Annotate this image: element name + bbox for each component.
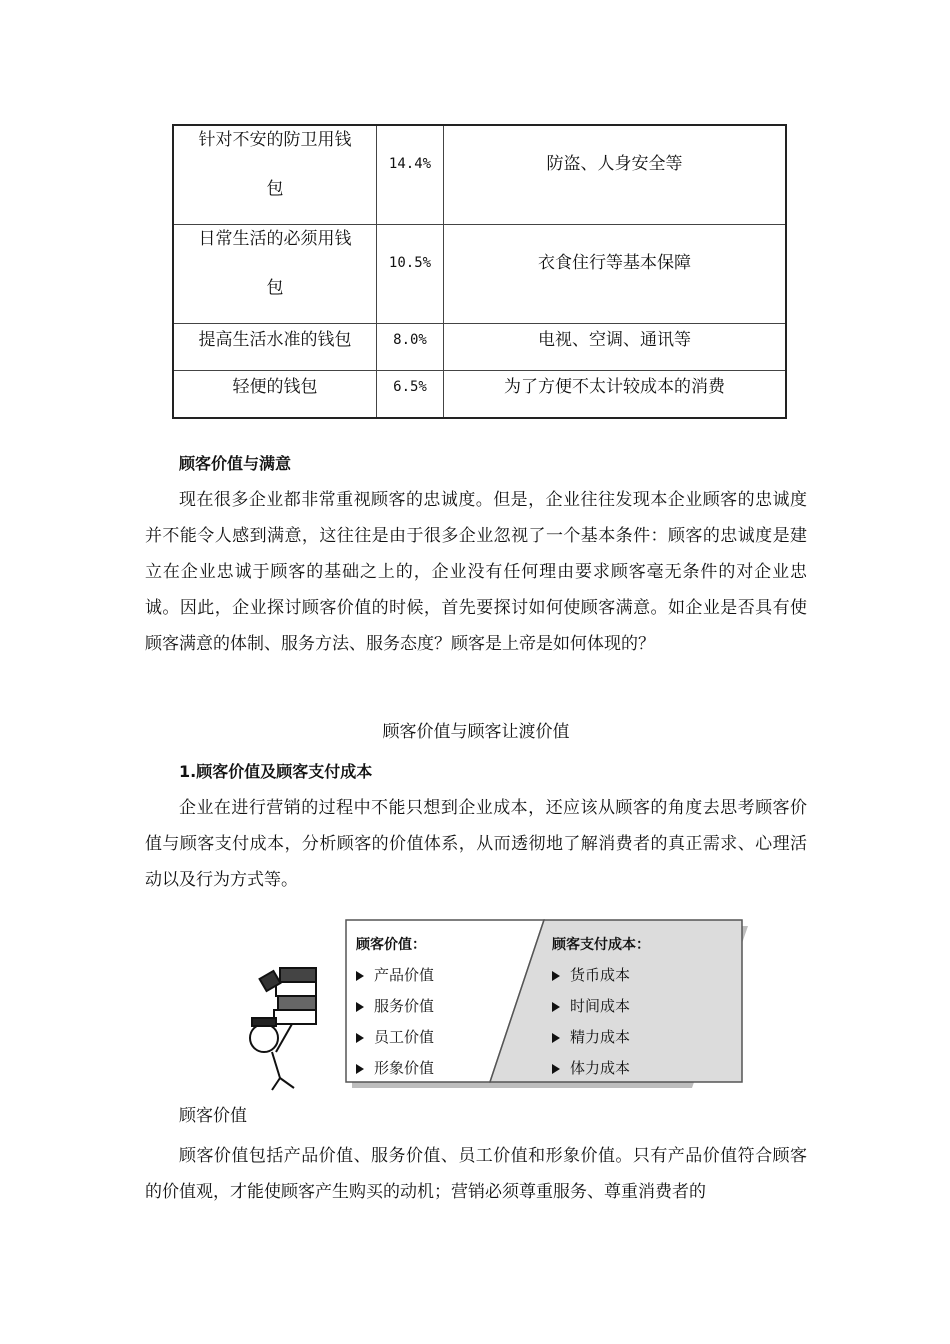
table-cell-name: 提高生活水准的钱包 [173, 324, 377, 371]
arrow-icon [552, 971, 560, 981]
figure-left-title: 顾客价值： [356, 937, 426, 953]
arrow-icon [356, 1033, 364, 1043]
figure-left-item: 产品价值 [356, 964, 434, 985]
paragraph: 现在很多企业都非常重视顾客的忠诚度。但是，企业往往发现本企业顾客的忠诚度并不能令人感到满意，这往往是由于很多企业忽视了一个基本条件：顾客的忠诚度是建立在企业忠诚于顾客的基础之上的，企业没有任何理由要求顾客毫无条件的对企业忠诚。因此，企业探讨顾客价值的时候，首先要探讨如何使顾客满意。如企业是否具有使顾客满意的体制、服务方法、服务态度？顾客是上帝是如何体现的？ [145, 490, 807, 654]
arrow-icon [356, 971, 364, 981]
paragraph: 企业在进行营销的过程中不能只想到企业成本，还应该从顾客的角度去思考顾客价值与顾客支付成本，分析顾客的价值体系，从而透彻地了解消费者的真正需求、心理活动以及行为方式等。 [145, 798, 807, 890]
table-cell-name: 轻便的钱包 [173, 371, 377, 419]
table-cell-desc: 为了方便不太计较成本的消费 [444, 371, 787, 419]
table-cell-percent: 10.5% [377, 225, 444, 324]
table-cell-desc: 衣食住行等基本保障 [444, 225, 787, 324]
section-heading: 顾客价值与满意 [179, 454, 292, 473]
table-row [173, 324, 786, 371]
customer-value-figure [232, 918, 752, 1093]
arrow-icon [552, 1002, 560, 1012]
figure-right-item: 时间成本 [552, 995, 630, 1016]
sub-heading: 1.顾客价值及顾客支付成本 [179, 762, 373, 781]
table-row [173, 125, 786, 225]
figure-caption: 顾客价值 [179, 1106, 247, 1126]
figure-right-item: 货币成本 [552, 964, 630, 985]
figure-right-item: 体力成本 [552, 1057, 630, 1078]
table-cell-percent: 6.5% [377, 371, 444, 419]
figure-left-item: 形象价值 [356, 1057, 434, 1078]
figure-frame [232, 918, 752, 1093]
table-cell-name: 针对不安的防卫用钱 包 [173, 125, 377, 225]
table-cell-percent: 14.4% [377, 125, 444, 225]
section-title: 顾客价值与顾客让渡价值 [382, 722, 570, 742]
figure-left-item: 服务价值 [356, 995, 434, 1016]
figure-right-item: 精力成本 [552, 1026, 630, 1047]
arrow-icon [552, 1064, 560, 1074]
table-row [173, 371, 786, 419]
table-cell-name: 日常生活的必须用钱 包 [173, 225, 377, 324]
man-carrying-boxes-icon [250, 968, 316, 1090]
table-cell-desc: 防盗、人身安全等 [444, 125, 787, 225]
table-row [173, 225, 786, 324]
arrow-icon [356, 1002, 364, 1012]
table-cell-desc: 电视、空调、通讯等 [444, 324, 787, 371]
figure-left-item: 员工价值 [356, 1026, 434, 1047]
table-cell-percent: 8.0% [377, 324, 444, 371]
figure-right-title: 顾客支付成本： [552, 937, 650, 953]
paragraph: 顾客价值包括产品价值、服务价值、员工价值和形象价值。只有产品价值符合顾客的价值观，才能使顾客产生购买的动机；营销必须尊重服务、尊重消费者的 [145, 1146, 807, 1202]
arrow-icon [356, 1064, 364, 1074]
wallet-table [172, 124, 787, 419]
arrow-icon [552, 1033, 560, 1043]
